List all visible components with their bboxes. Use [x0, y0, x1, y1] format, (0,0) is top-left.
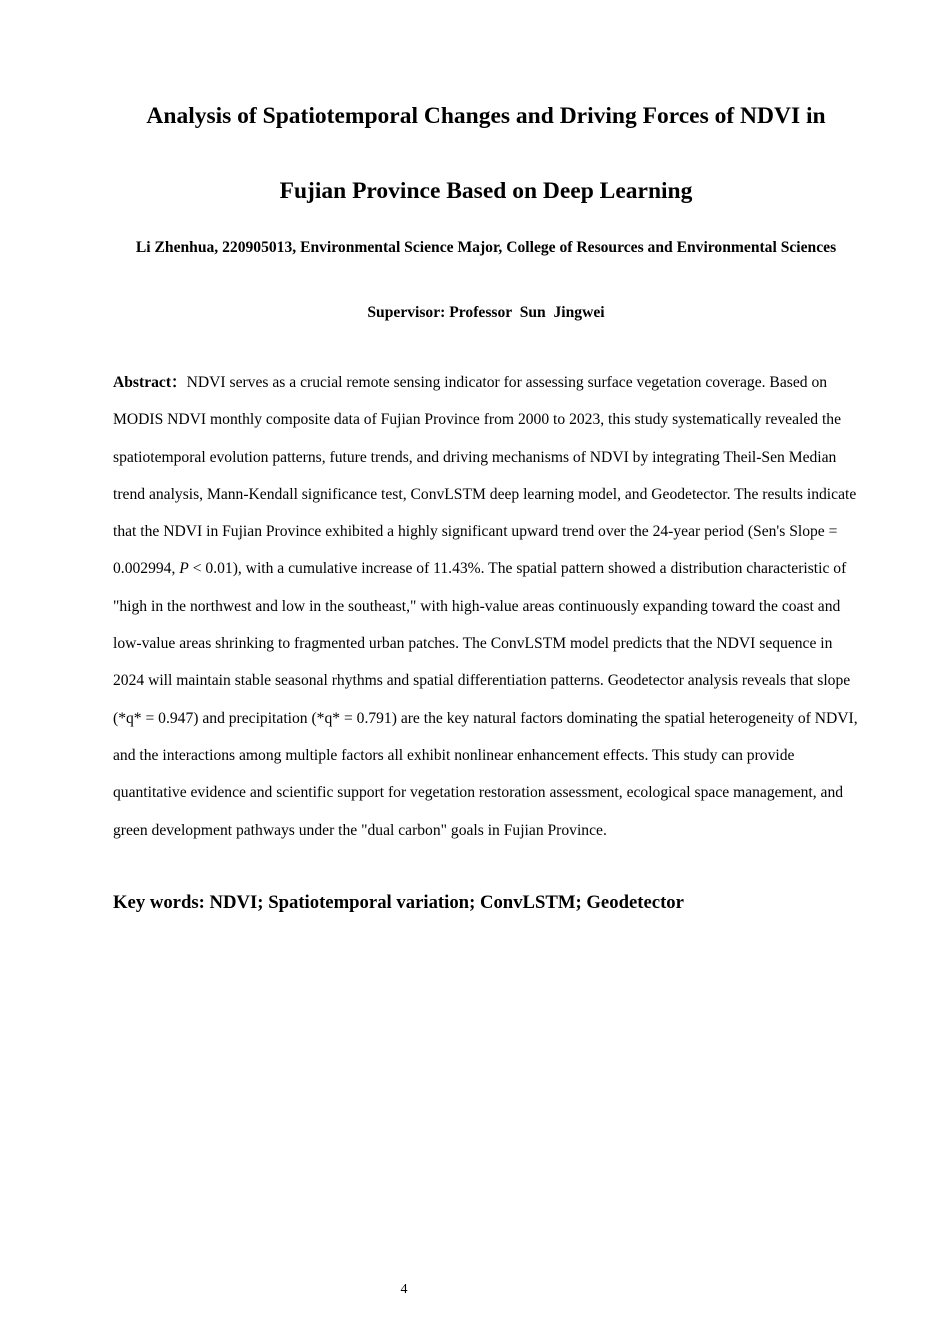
paper-title-line-1: Analysis of Spatiotemporal Changes and Driving Forces of NDVI in [146, 103, 826, 129]
abstract-p-symbol: P [179, 560, 189, 578]
author-info: Li Zhenhua, 220905013, Environmental Science Major, College of Resources and Environmental Sciences [135, 239, 837, 256]
supervisor-info: Supervisor: Professor Sun Jingwei [367, 304, 605, 321]
page-number: 4 [400, 1282, 408, 1297]
abstract-text-part-1: NDVI serves as a crucial remote sensing indicator for assessing surface vegetation coverage. Based on MODIS NDVI monthly composite data of Fujian Province from 2000 to 2023, this study systematically revealed the spatiotemporal evolution patterns, future trends, and driving mechanisms of NDVI by integrating Theil-Sen Median trend analysis, Mann-Kendall significance test, ConvLSTM deep learning model, and Geodetector. The results indicate that the NDVI in Fujian Province exhibited a highly significant upward trend over the 24-year period (Sen's Slope = 0.002994, [113, 374, 857, 578]
paper-title-line-2: Fujian Province Based on Deep Learning [279, 178, 693, 204]
abstract-label: Abstract： [113, 374, 187, 391]
abstract [113, 364, 863, 849]
abstract-text-part-2: < 0.01), with a cumulative increase of 11.43%. The spatial pattern showed a distribution characteristic of "high in the northwest and low in the southeast," with high-value areas continuously expanding toward the coast and low-value areas shrinking to fragmented urban patches. The ConvLSTM model predicts that the NDVI sequence in 2024 will maintain stable seasonal rhythms and spatial differentiation patterns. Geodetector analysis reveals that slope (*q* = 0.947) and precipitation (*q* = 0.791) are the key natural factors dominating the spatial heterogeneity of NDVI, and the interactions among multiple factors all exhibit nonlinear enhancement effects. This study can provide quantitative evidence and scientific support for vegetation restoration assessment, ecological space management, and green development pathways under the "dual carbon" goals in Fujian Province. [113, 560, 858, 839]
keywords: Key words: NDVI; Spatiotemporal variation; ConvLSTM; Geodetector [113, 892, 684, 913]
